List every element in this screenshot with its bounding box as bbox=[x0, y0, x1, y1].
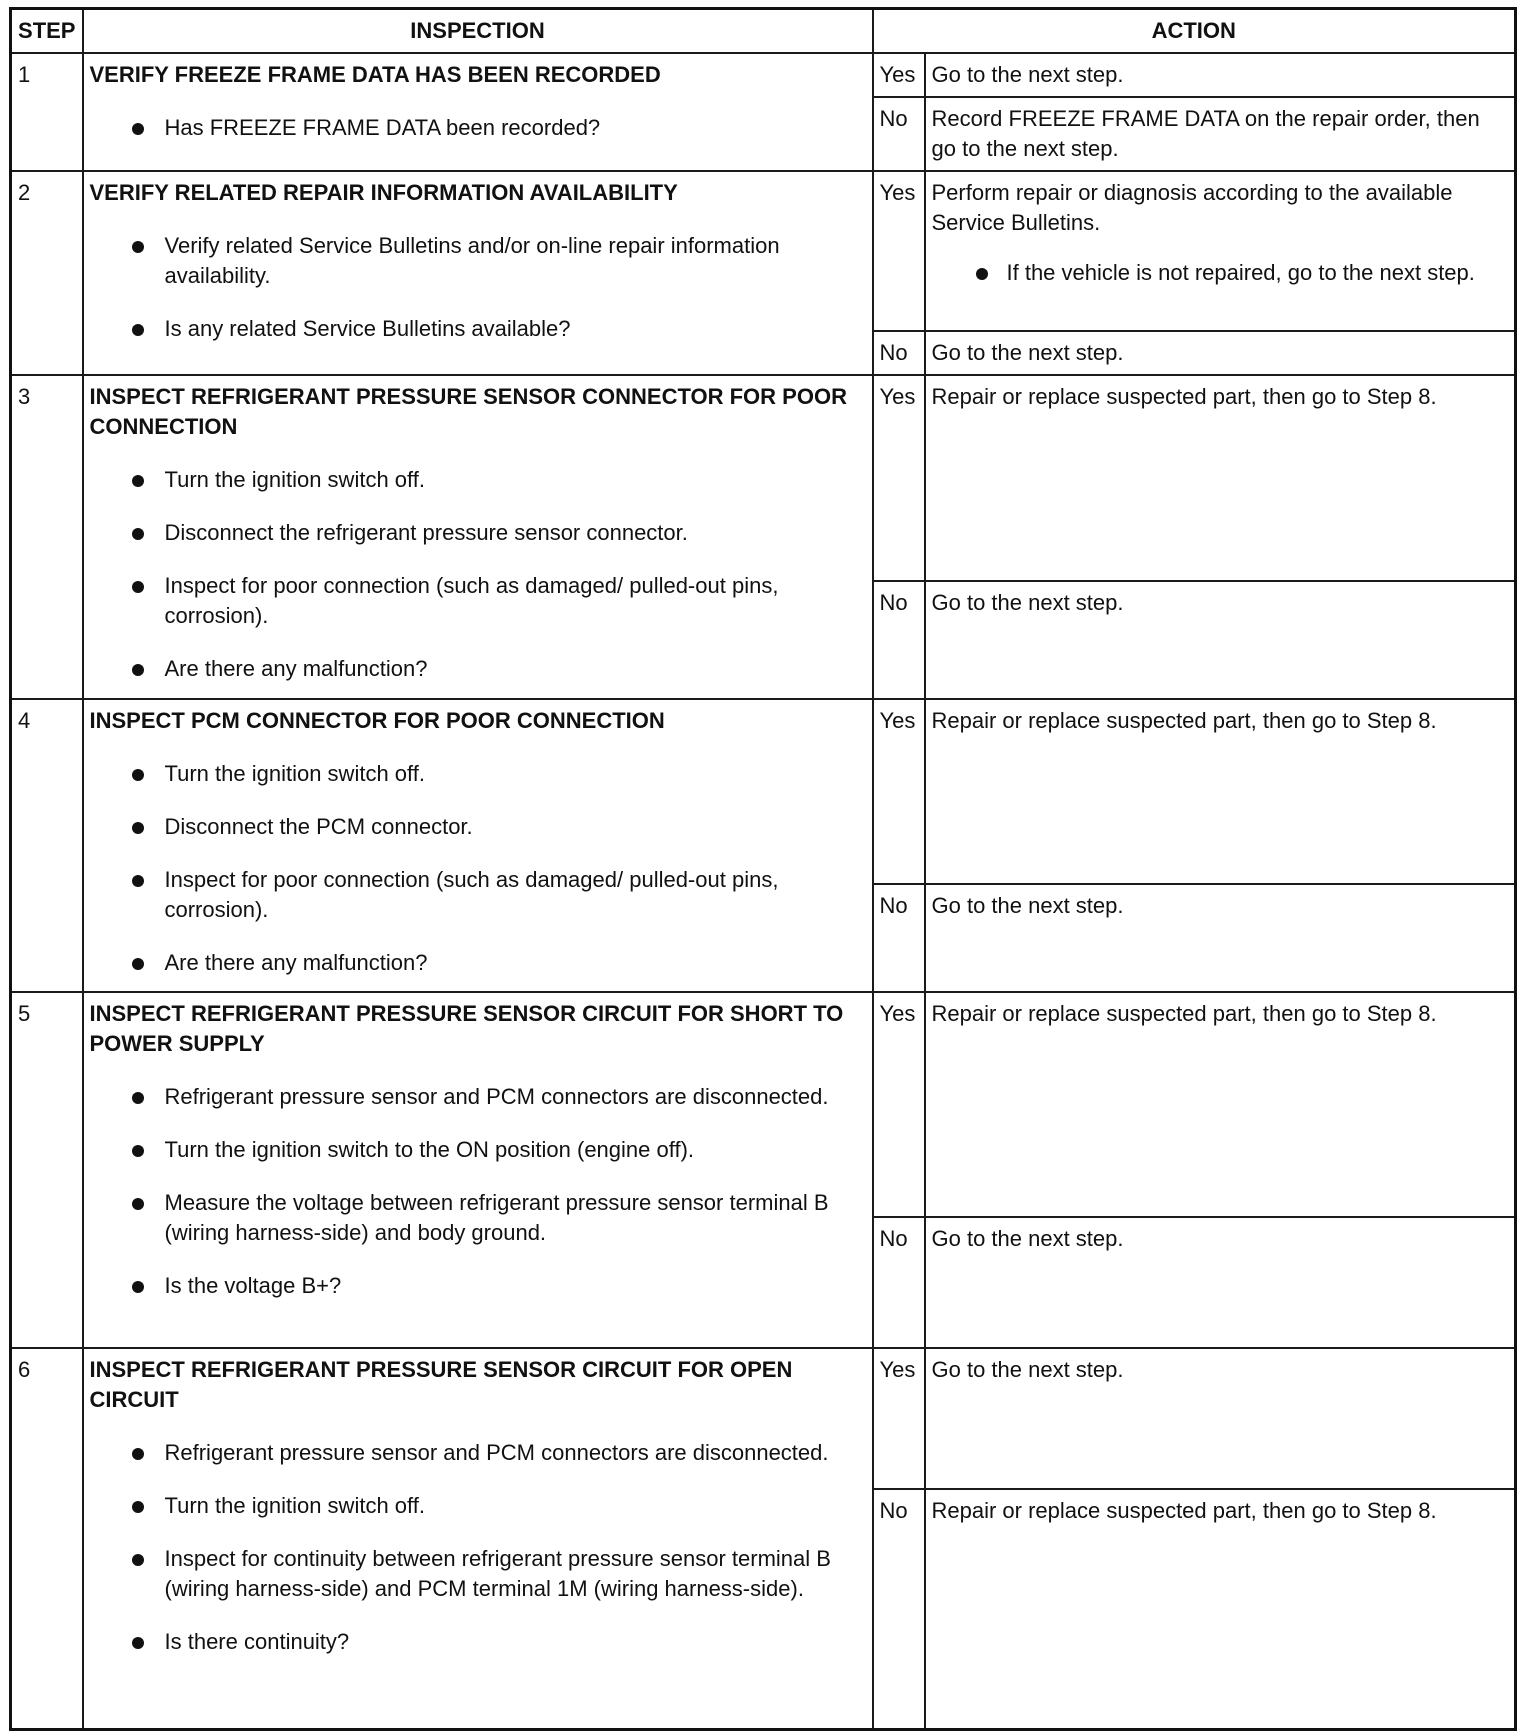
yes-action: Repair or replace suspected part, then go to Step 8. bbox=[925, 375, 1516, 581]
inspection-cell bbox=[83, 375, 873, 699]
inspection-bullet: Is any related Service Bulletins available? bbox=[90, 314, 866, 344]
inspection-cell bbox=[83, 171, 873, 375]
inspection-bullet: Turn the ignition switch to the ON position (engine off). bbox=[90, 1135, 866, 1165]
yes-label: Yes bbox=[873, 53, 925, 97]
inspection-cell bbox=[83, 53, 873, 171]
inspection-title: VERIFY FREEZE FRAME DATA HAS BEEN RECORDED bbox=[89, 62, 661, 87]
step-row-1-yes bbox=[11, 53, 1516, 97]
inspection-title: INSPECT REFRIGERANT PRESSURE SENSOR CIRCUIT FOR SHORT TO POWER SUPPLY bbox=[89, 1001, 844, 1056]
yes-action: Repair or replace suspected part, then go to Step 8. bbox=[925, 699, 1516, 884]
inspection-bullet: Inspect for poor connection (such as damaged/ pulled-out pins, corrosion). bbox=[90, 571, 866, 631]
step-row-3-yes bbox=[11, 375, 1516, 581]
step-row-2-yes bbox=[11, 171, 1516, 331]
inspection-bullet: Verify related Service Bulletins and/or on-line repair information availability. bbox=[90, 231, 866, 291]
step-number: 6 bbox=[11, 1348, 83, 1729]
no-label: No bbox=[873, 97, 925, 171]
yes-action: Go to the next step. bbox=[925, 1348, 1516, 1489]
inspection-bullet: Turn the ignition switch off. bbox=[90, 759, 866, 789]
inspection-title: INSPECT PCM CONNECTOR FOR POOR CONNECTION bbox=[89, 708, 665, 733]
header-step: STEP bbox=[11, 9, 83, 54]
yes-label: Yes bbox=[873, 171, 925, 331]
yes-action: Perform repair or diagnosis according to the available Service Bulletins. bbox=[931, 180, 1453, 235]
inspection-bullet: Measure the voltage between refrigerant pressure sensor terminal B (wiring harness-side) and body ground. bbox=[90, 1188, 866, 1248]
yes-action: Go to the next step. bbox=[925, 53, 1516, 97]
no-label: No bbox=[873, 1217, 925, 1348]
inspection-bullet: Has FREEZE FRAME DATA been recorded? bbox=[90, 113, 866, 143]
header-inspection: INSPECTION bbox=[83, 9, 873, 54]
inspection-bullet: Refrigerant pressure sensor and PCM connectors are disconnected. bbox=[90, 1082, 866, 1112]
inspection-cell bbox=[83, 992, 873, 1348]
no-action: Go to the next step. bbox=[925, 884, 1516, 992]
inspection-bullets bbox=[90, 1082, 866, 1301]
diagnostic-table bbox=[9, 7, 1517, 1731]
no-label: No bbox=[873, 331, 925, 375]
inspection-title: VERIFY RELATED REPAIR INFORMATION AVAILABILITY bbox=[89, 180, 678, 205]
inspection-bullets bbox=[90, 113, 866, 143]
inspection-bullet: Turn the ignition switch off. bbox=[90, 1491, 866, 1521]
yes-action-subbullets bbox=[932, 258, 1509, 288]
step-number: 4 bbox=[11, 699, 83, 992]
header-row bbox=[11, 9, 1516, 54]
yes-label: Yes bbox=[873, 375, 925, 581]
step-number: 3 bbox=[11, 375, 83, 699]
no-label: No bbox=[873, 1489, 925, 1729]
step-row-5-yes bbox=[11, 992, 1516, 1217]
inspection-bullet: Turn the ignition switch off. bbox=[90, 465, 866, 495]
diagnostic-procedure-sheet bbox=[9, 7, 1514, 1713]
inspection-bullet: Disconnect the refrigerant pressure sensor connector. bbox=[90, 518, 866, 548]
inspection-bullet: Are there any malfunction? bbox=[90, 654, 866, 684]
inspection-title: INSPECT REFRIGERANT PRESSURE SENSOR CIRCUIT FOR OPEN CIRCUIT bbox=[89, 1357, 793, 1412]
step-number: 2 bbox=[11, 171, 83, 375]
inspection-cell bbox=[83, 1348, 873, 1729]
inspection-bullet: Are there any malfunction? bbox=[90, 948, 866, 978]
inspection-bullet: Disconnect the PCM connector. bbox=[90, 812, 866, 842]
inspection-bullet: Inspect for continuity between refrigerant pressure sensor terminal B (wiring harness-side) and PCM terminal 1M (wiring harness-side). bbox=[90, 1544, 866, 1604]
no-label: No bbox=[873, 581, 925, 699]
inspection-bullets bbox=[90, 231, 866, 344]
no-action: Repair or replace suspected part, then go to Step 8. bbox=[925, 1489, 1516, 1729]
step-row-6-yes bbox=[11, 1348, 1516, 1489]
inspection-cell bbox=[83, 699, 873, 992]
yes-action-subbullet: If the vehicle is not repaired, go to the next step. bbox=[932, 258, 1509, 288]
no-label: No bbox=[873, 884, 925, 992]
inspection-bullet: Inspect for poor connection (such as damaged/ pulled-out pins, corrosion). bbox=[90, 865, 866, 925]
inspection-bullet: Is there continuity? bbox=[90, 1627, 866, 1657]
inspection-title: INSPECT REFRIGERANT PRESSURE SENSOR CONNECTOR FOR POOR CONNECTION bbox=[89, 384, 847, 439]
no-action: Go to the next step. bbox=[925, 331, 1516, 375]
yes-label: Yes bbox=[873, 699, 925, 884]
step-number: 1 bbox=[11, 53, 83, 171]
yes-label: Yes bbox=[873, 992, 925, 1217]
step-number: 5 bbox=[11, 992, 83, 1348]
step-row-4-yes bbox=[11, 699, 1516, 884]
header-action: ACTION bbox=[873, 9, 1516, 54]
no-action: Record FREEZE FRAME DATA on the repair order, then go to the next step. bbox=[925, 97, 1516, 171]
no-action: Go to the next step. bbox=[925, 581, 1516, 699]
inspection-bullet: Is the voltage B+? bbox=[90, 1271, 866, 1301]
inspection-bullets bbox=[90, 759, 866, 978]
yes-action: Repair or replace suspected part, then go to Step 8. bbox=[925, 992, 1516, 1217]
inspection-bullets bbox=[90, 1438, 866, 1657]
inspection-bullets bbox=[90, 465, 866, 684]
yes-action-cell bbox=[925, 171, 1516, 331]
no-action: Go to the next step. bbox=[925, 1217, 1516, 1348]
yes-label: Yes bbox=[873, 1348, 925, 1489]
inspection-bullet: Refrigerant pressure sensor and PCM connectors are disconnected. bbox=[90, 1438, 866, 1468]
